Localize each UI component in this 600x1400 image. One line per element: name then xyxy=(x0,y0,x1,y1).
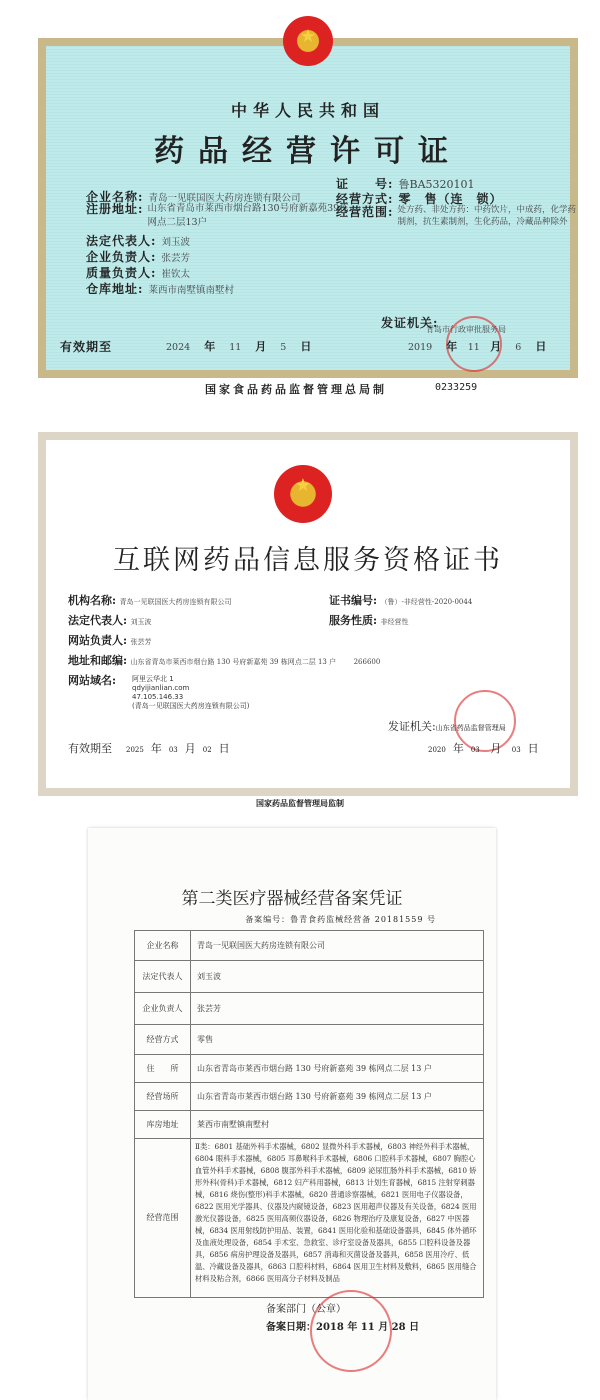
row-value: 张芸芳 xyxy=(191,993,484,1025)
table-row xyxy=(135,1025,484,1055)
table-row xyxy=(135,1055,484,1083)
field-label: 企业名称: xyxy=(86,190,144,204)
postcode: 266600 xyxy=(353,658,381,666)
table-row xyxy=(135,961,484,993)
right-fields xyxy=(329,592,472,632)
domain-info xyxy=(132,672,249,711)
day-unit: 日 xyxy=(300,340,312,353)
issuer-label: 发证机关: xyxy=(388,720,436,733)
row-label: 企业名称 xyxy=(135,931,191,961)
certificate-title: 互联网药品信息服务资格证书 xyxy=(113,545,503,576)
row-label: 住 所 xyxy=(135,1055,191,1083)
record-department: 备案部门（公章） xyxy=(266,1304,346,1315)
domain-line: 阿里云华北 1 xyxy=(132,675,174,683)
valid-date xyxy=(166,338,311,354)
national-emblem-icon xyxy=(274,465,332,523)
row-value: 山东省青岛市莱西市烟台路 130 号府新嘉苑 39 栋网点二层 13 户 xyxy=(191,1055,484,1083)
month-unit: 月 xyxy=(490,340,502,353)
field-label: 法定代表人: xyxy=(68,614,128,627)
valid-day: 5 xyxy=(280,342,287,353)
row-label: 企业负责人 xyxy=(135,993,191,1025)
field-label: 机构名称: xyxy=(68,594,117,607)
field-label: 地址和邮编: xyxy=(68,654,128,667)
company-name: 青岛一见联国医大药房连锁有限公司 xyxy=(148,193,301,204)
row-value: 零售 xyxy=(191,1025,484,1055)
field-label: 注册地址: xyxy=(86,202,144,216)
field-label: 证书编号: xyxy=(329,594,378,607)
month-unit: 月 xyxy=(184,742,196,755)
certificate-number: （鲁）-非经营性-2020-0044 xyxy=(380,598,473,606)
field-label: 网站域名: xyxy=(68,674,117,687)
year-unit: 年 xyxy=(446,340,458,353)
website-head: 张芸芳 xyxy=(130,638,152,646)
field-label: 仓库地址: xyxy=(86,282,144,296)
day-unit: 日 xyxy=(535,340,547,353)
day-unit: 日 xyxy=(527,742,539,755)
issuer-label: 发证机关: xyxy=(381,316,439,330)
valid-date xyxy=(68,740,230,756)
left-fields xyxy=(68,592,381,711)
ip-address: 47.105.146.33 xyxy=(132,693,184,701)
valid-year: 2024 xyxy=(166,342,191,353)
row-value: 刘玉波 xyxy=(191,961,484,993)
warehouse-address: 莱西市南墅镇南墅村 xyxy=(148,285,235,296)
legal-representative: 刘玉波 xyxy=(130,618,152,626)
field-label: 服务性质: xyxy=(329,614,378,627)
country-name: 中华人民共和国 xyxy=(230,101,385,120)
month-unit: 月 xyxy=(255,340,267,353)
service-nature: 非经营性 xyxy=(380,618,409,626)
enterprise-head: 张芸芳 xyxy=(161,253,191,264)
certificate-title: 第二类医疗器械经营备案凭证 xyxy=(181,889,403,909)
row-label: 库房地址 xyxy=(135,1111,191,1139)
business-mode: 零 售（连 锁） xyxy=(398,192,503,206)
quality-head: 崔钦太 xyxy=(161,269,191,280)
year-unit: 年 xyxy=(452,742,464,755)
field-label: 经营方式: xyxy=(336,192,394,206)
row-label: 经营范围 xyxy=(135,1139,191,1298)
row-value: 青岛一见联国医大药房连锁有限公司 xyxy=(191,931,484,961)
issuer-footer: 国家食品药品监督管理总局制 xyxy=(205,383,387,396)
row-label: 经营场所 xyxy=(135,1083,191,1111)
org-name: 青岛一见联国医大药房连锁有限公司 xyxy=(119,598,232,606)
record-table xyxy=(134,930,484,1298)
registered-address: 山东省青岛市莱西市烟台路130号府新嘉苑39栋网点二层13户 xyxy=(147,203,349,228)
internet-drug-info-certificate xyxy=(38,432,578,796)
issue-month: 03 xyxy=(470,746,480,754)
year-unit: 年 xyxy=(150,742,162,755)
table-row xyxy=(135,931,484,961)
issue-date xyxy=(428,740,539,756)
serial-number: 0233259 xyxy=(435,382,478,393)
license-number: 鲁BA5320101 xyxy=(398,178,475,191)
valid-year: 2025 xyxy=(126,746,144,754)
row-value: 莱西市南墅镇南墅村 xyxy=(191,1111,484,1139)
field-label: 网站负责人: xyxy=(68,634,128,647)
field-label: 质量负责人: xyxy=(86,266,157,280)
year-unit: 年 xyxy=(204,340,216,353)
record-date: 备案日期：2018 年 11 月 28 日 xyxy=(266,1322,420,1333)
valid-day: 02 xyxy=(202,746,212,754)
left-fields xyxy=(86,186,356,294)
issuer: 山东省药品监督管理局 xyxy=(435,724,506,732)
issuer-footer: 国家药品监督管理局监制 xyxy=(256,798,344,808)
field-label: 法定代表人: xyxy=(86,234,157,248)
address: 山东省青岛市莱西市烟台路 130 号府新嘉苑 39 栋网点二层 13 户 xyxy=(130,658,337,666)
valid-month: 03 xyxy=(168,746,178,754)
issue-year: 2019 xyxy=(408,342,433,353)
valid-until-label: 有效期至 xyxy=(60,340,113,354)
business-scope: 处方药、非处方药：中药饮片，中成药，化学药制剂，抗生素制剂，生化药品，冷藏品种除外 xyxy=(397,205,576,227)
row-label: 法定代表人 xyxy=(135,961,191,993)
valid-until-label: 有效期至 xyxy=(68,742,112,755)
national-emblem-icon xyxy=(283,16,333,66)
row-value: 山东省青岛市莱西市烟台路 130 号府新嘉苑 39 栋网点二层 13 户 xyxy=(191,1083,484,1111)
domain-owner: (青岛一见联国医大药房连锁有限公司) xyxy=(132,702,250,710)
medical-device-record-certificate xyxy=(88,828,496,1400)
field-label: 证 号: xyxy=(336,177,394,191)
record-number: 备案编号：鲁青食药监械经营备 20181559 号 xyxy=(245,915,436,924)
domain-name: qdyijianlian.com xyxy=(132,684,190,692)
issue-date xyxy=(408,338,546,354)
field-label: 企业负责人: xyxy=(86,250,157,264)
table-row xyxy=(135,1111,484,1139)
table-row xyxy=(135,993,484,1025)
issuer: 青岛市行政审批服务局 xyxy=(426,325,506,334)
table-row xyxy=(135,1139,484,1298)
legal-representative: 刘玉波 xyxy=(161,237,191,248)
drug-business-license xyxy=(38,38,578,378)
day-unit: 日 xyxy=(218,742,230,755)
issue-day: 6 xyxy=(515,342,522,353)
issue-day: 03 xyxy=(511,746,521,754)
issue-year: 2020 xyxy=(428,746,446,754)
issue-month: 11 xyxy=(467,342,480,353)
valid-month: 11 xyxy=(229,342,242,353)
right-fields xyxy=(336,173,576,227)
month-unit: 月 xyxy=(490,742,502,755)
table-row xyxy=(135,1083,484,1111)
certificate-title: 药品经营许可证 xyxy=(154,134,462,169)
business-scope: Ⅱ类：6801 基础外科手术器械，6802 显微外科手术器械，6803 神经外科手术器械，6804 眼科手术器械，6805 耳鼻喉科手术器械，6806 口腔科手术器械，6807 胸腔心血管外科手术器械，6808 腹部外科手术器械，6809 泌尿肛肠外科手术器械，6810 矫形外科(骨科)手术器械，6812 妇产科用器械，6813 计划生育器械，6815 注射穿刺器械，6816 烧伤(整形)科手术器械，6820 普通诊察器械，6821 医用电子仪器设备，6822 医用光学器具、仪器及内窥镜设备，6823 医用超声仪器及有关设备，6824 医用激光仪器设备，6825 医用高频仪器设备，6826 物理治疗及康复设备，6827 中医器械，6834 医用射线防护用品、装置，6841 医用化验和基础设备器具，6845 体外循环及血液处理设备，6854 手术室、急救室、诊疗室设备及器具，6855 口腔科设备及器具，6856 病房护理设备及器具，6857 消毒和灭菌设备及器具，6858 医用冷疗、低温、冷藏设备及器具，6863 口腔科材料，6864 医用卫生材料及敷料，6865 医用缝合材料及粘合剂，6866 医用高分子材料及制品 xyxy=(191,1139,484,1298)
field-label: 经营范围: xyxy=(336,205,394,219)
row-label: 经营方式 xyxy=(135,1025,191,1055)
